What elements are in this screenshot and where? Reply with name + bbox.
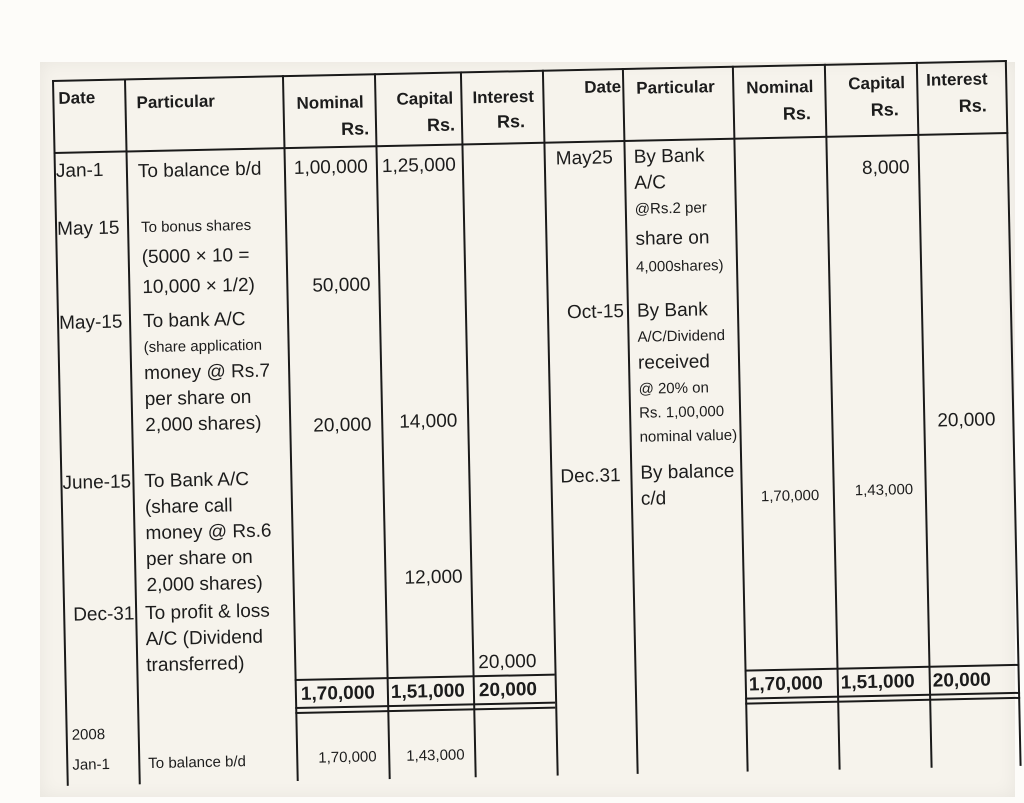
credit-particular-line: Rs. 1,00,000 [638,402,725,422]
header-nominal-left: Nominal [296,92,364,113]
header-interest-unit-right: Rs. [958,95,987,117]
header-capital-unit-right: Rs. [870,99,900,120]
opening-year: 2008 [71,726,106,744]
credit-date: Oct-15 [566,301,625,324]
credit-capital-value: 8,000 [861,157,910,180]
credit-date: Dec.31 [560,465,621,488]
debit-capital-value: 12,000 [404,566,463,589]
total-capital-right: 1,51,000 [840,671,915,694]
header-interest-unit-left: Rs. [496,111,526,132]
col-border-7 [732,66,749,772]
credit-particular-line: By Bank [636,299,708,322]
total-nominal-left: 1,70,000 [300,682,376,705]
header-date-right: Date [584,77,622,97]
header-bottom-rule [54,132,1009,154]
header-nominal-unit-right: Rs. [782,103,812,124]
debit-particular-line: To Bank A/C [144,468,250,493]
debit-nominal-value: 20,000 [313,414,372,437]
debit-particular-line: To profit & loss [144,600,270,625]
debit-particular-line: money @ Rs.6 [145,520,272,545]
col-border-2 [282,75,299,781]
opening-capital: 1,43,000 [406,746,465,765]
debit-date: Jan-1 [55,159,104,182]
debit-particular-line: 2,000 shares) [146,572,263,597]
credit-particular-line: c/d [640,488,667,510]
header-capital-right: Capital [848,73,906,94]
debit-date: Dec-31 [72,603,135,626]
credit-nominal-value: 1,70,000 [760,487,820,506]
debit-particular-line: (5000 × 10 = [141,244,250,269]
credit-capital-value: 1,43,000 [854,481,914,500]
debit-particular-line: 10,000 × 1/2) [142,274,256,299]
debit-particular-line: (share application [143,336,263,357]
col-border-8 [824,64,841,770]
debit-date: June-15 [62,471,132,494]
credit-particular-line: By Bank [633,145,705,168]
debit-nominal-value: 50,000 [312,274,371,297]
header-particular-right: Particular [636,77,715,98]
header-capital-left: Capital [396,88,454,109]
credit-particular-line: A/C [634,172,667,194]
debit-particular-line: money @ Rs.7 [143,360,271,385]
total-interest-left: 20,000 [478,678,538,702]
header-nominal-unit-left: Rs. [340,118,370,139]
credit-particular-line: @ 20% on [638,379,710,398]
opening-date: Jan-1 [72,755,111,774]
total-nominal-right: 1,70,000 [748,672,823,696]
header-interest-left: Interest [472,86,535,108]
debit-particular-line: To balance b/d [137,158,262,183]
opening-particular: To balance b/d [148,753,247,773]
credit-particular-line: nominal value) [639,426,738,446]
debit-particular-line: per share on [144,386,252,411]
debit-capital-value: 1,25,000 [381,154,457,178]
debit-date: May 15 [56,217,120,240]
header-interest-right: Interest [925,69,988,90]
header-date-left: Date [58,88,96,108]
investment-ledger-table [52,60,1022,786]
credit-particular-line: received [637,351,711,374]
debit-capital-value: 14,000 [399,410,458,433]
header-capital-unit-left: Rs. [426,114,456,136]
credit-particular-line: By balance [640,460,735,484]
debit-interest-value: 20,000 [478,650,537,674]
debit-date: May-15 [58,311,123,334]
credit-particular-line: @Rs.2 per [634,199,707,218]
debit-particular-line: 2,000 shares) [145,412,262,437]
credit-particular-line: share on [635,227,710,250]
col-border-5 [542,70,559,776]
col-border-9 [916,62,933,768]
opening-nominal: 1,70,000 [318,748,377,767]
debit-particular-line: To bonus shares [140,216,252,237]
credit-interest-value: 20,000 [937,409,996,432]
debit-particular-line: (share call [144,495,233,519]
debit-particular-line: per share on [145,546,253,571]
col-border-3 [374,73,391,779]
header-particular-left: Particular [136,91,216,113]
debit-particular-line: A/C (Dividend [145,626,264,651]
debit-nominal-value: 1,00,000 [293,156,369,179]
total-interest-right: 20,000 [932,669,992,692]
total-capital-left: 1,51,000 [390,680,466,704]
debit-particular-line: transferred) [146,653,245,677]
col-border-4 [460,71,477,777]
header-nominal-right: Nominal [746,77,814,98]
credit-particular-line: 4,000shares) [635,256,724,276]
col-border-1 [124,78,141,784]
debit-particular-line: To bank A/C [142,309,246,333]
credit-date: May25 [555,147,614,170]
credit-particular-line: A/C/Dividend [637,326,726,346]
